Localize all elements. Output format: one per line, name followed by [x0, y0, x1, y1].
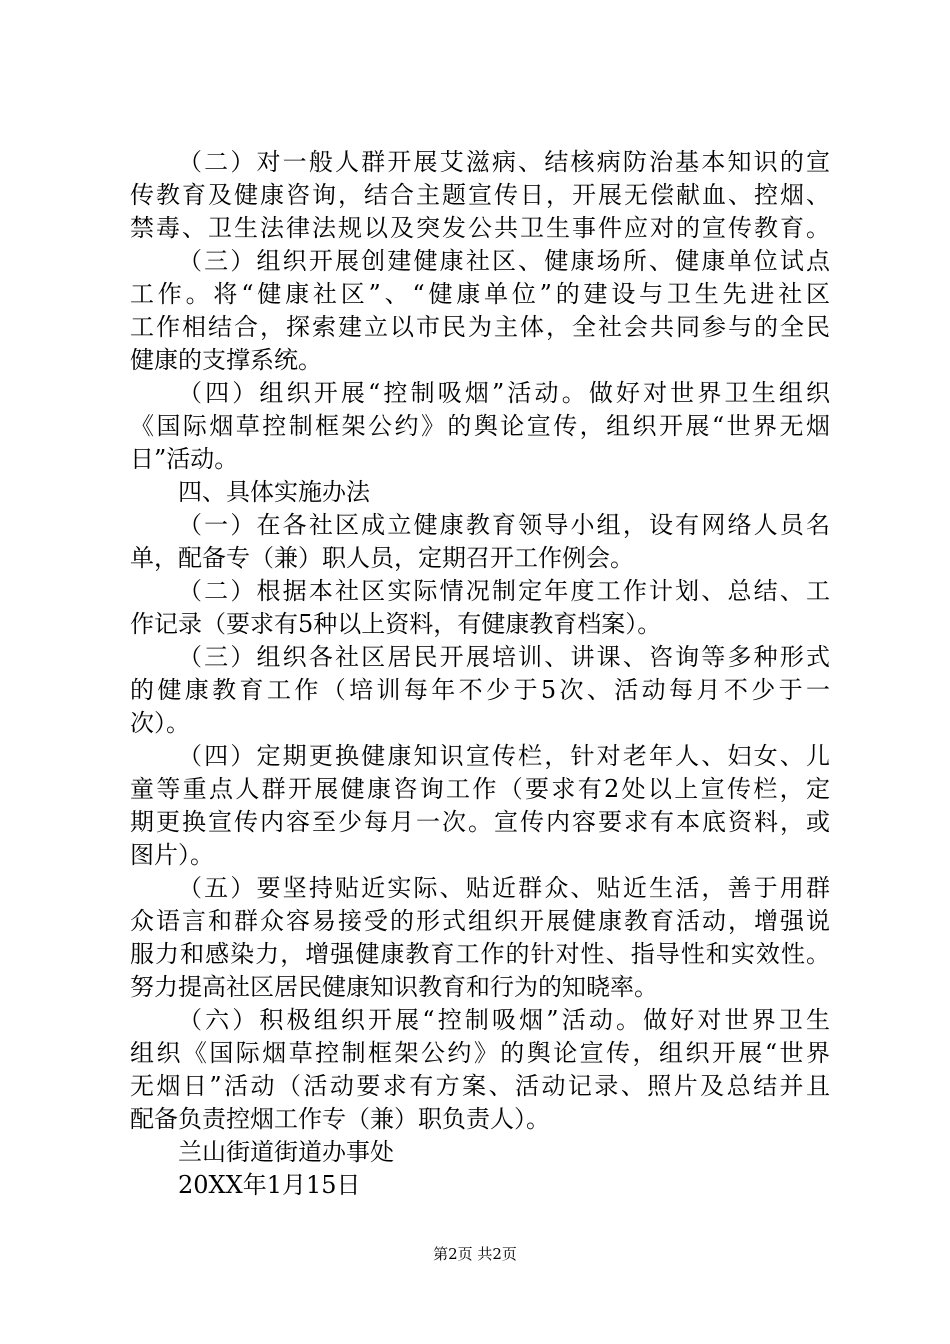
page-number-footer: 第2页 共2页: [433, 1245, 517, 1263]
text-line: 服力和感染力，增强健康教育工作的针对性、指导性和实效性。: [130, 940, 830, 968]
text-line: （二）对一般人群开展艾滋病、结核病防治基本知识的宣: [178, 148, 830, 176]
text-line: 工作相结合，探索建立以市民为主体，全社会共同参与的全民: [130, 313, 830, 341]
signature-organization: 兰山街道街道办事处: [178, 1138, 394, 1166]
section-heading: 四、具体实施办法: [178, 478, 370, 506]
text-line: （三）组织开展创建健康社区、健康场所、健康单位试点: [178, 247, 830, 275]
text-line: 单，配备专（兼）职人员，定期召开工作例会。: [130, 544, 634, 572]
text-line: 禁毒、卫生法律法规以及突发公共卫生事件应对的宣传教育。: [130, 214, 830, 242]
text-line: 的健康教育工作（培训每年不少于5次、活动每月不少于一: [130, 676, 830, 704]
text-line: （五）要坚持贴近实际、贴近群众、贴近生活，善于用群: [178, 874, 830, 902]
text-line: 众语言和群众容易接受的形式组织开展健康教育活动，增强说: [130, 907, 830, 935]
text-line: 无烟日”活动（活动要求有方案、活动记录、照片及总结并且: [130, 1072, 830, 1100]
text-line: 健康的支撑系统。: [130, 346, 322, 374]
signature-date: 20XX年1月15日: [178, 1171, 361, 1199]
text-line: （四）定期更换健康知识宣传栏，针对老年人、妇女、儿: [178, 742, 830, 770]
text-line: 日”活动。: [130, 445, 239, 473]
text-line: 童等重点人群开展健康咨询工作（要求有2处以上宣传栏，定: [130, 775, 830, 803]
text-line: （二）根据本社区实际情况制定年度工作计划、总结、工: [178, 577, 830, 605]
text-line: 努力提高社区居民健康知识教育和行为的知晓率。: [130, 973, 658, 1001]
document-body: [130, 146, 830, 1202]
text-line: 《国际烟草控制框架公约》的舆论宣传，组织开展“世界无烟: [130, 412, 830, 440]
text-line: 期更换宣传内容至少每月一次。宣传内容要求有本底资料，或: [130, 808, 830, 836]
text-line: （一）在各社区成立健康教育领导小组，设有网络人员名: [178, 511, 830, 539]
text-line: （六）积极组织开展“控制吸烟”活动。做好对世界卫生: [178, 1006, 830, 1034]
text-line: 工作。将“健康社区”、“健康单位”的建设与卫生先进社区: [130, 280, 830, 308]
text-line: （三）组织各社区居民开展培训、讲课、咨询等多种形式: [178, 643, 830, 671]
text-line: 组织《国际烟草控制框架公约》的舆论宣传，组织开展“世界: [130, 1039, 830, 1067]
text-line: 图片）。: [130, 841, 214, 869]
text-line: 次）。: [130, 709, 190, 737]
text-line: 配备负责控烟工作专（兼）职负责人）。: [130, 1105, 550, 1133]
text-line: 传教育及健康咨询，结合主题宣传日，开展无偿献血、控烟、: [130, 181, 830, 209]
text-line: 作记录（要求有5种以上资料，有健康教育档案）。: [130, 610, 662, 638]
text-line: （四）组织开展“控制吸烟”活动。做好对世界卫生组织: [178, 379, 830, 407]
